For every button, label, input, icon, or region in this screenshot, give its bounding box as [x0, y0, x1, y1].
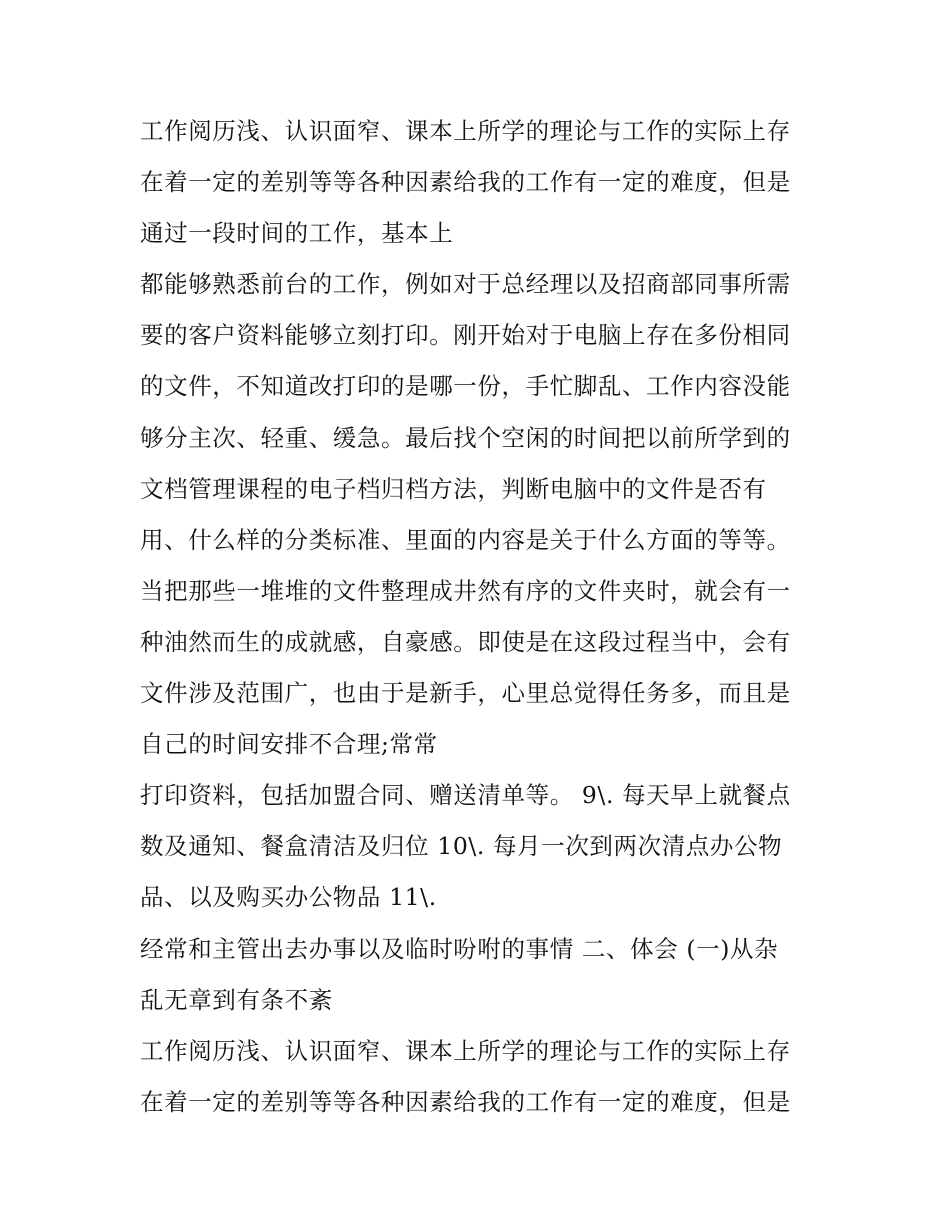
text-line: 自己的时间安排不合理;常常 [140, 730, 438, 759]
text-line: 当把那些一堆堆的文件整理成井然有序的文件夹时，就会有一 [140, 576, 791, 605]
text-line: 乱无章到有条不紊 [140, 985, 333, 1014]
text-line: 打印资料，包括加盟合同、赠送清单等。 9\. 每天早上就餐点 [140, 781, 791, 810]
text-line: 工作阅历浅、认识面窄、课本上所学的理论与工作的实际上存 [140, 1036, 791, 1065]
text-line: 的文件，不知道改打印的是哪一份，手忙脚乱、工作内容没能 [140, 372, 791, 401]
text-line: 在着一定的差别等等各种因素给我的工作有一定的难度，但是 [140, 1087, 791, 1116]
text-line: 品、以及购买办公物品 11\. [140, 883, 437, 912]
text-line: 在着一定的差别等等各种因素给我的工作有一定的难度，但是 [140, 168, 791, 197]
text-line: 经常和主管出去办事以及临时吩咐的事情 二、体会 (一)从杂 [140, 934, 779, 963]
text-line: 够分主次、轻重、缓急。最后找个空闲的时间把以前所学到的 [140, 423, 791, 452]
text-line: 通过一段时间的工作，基本上 [140, 219, 454, 248]
text-line: 用、什么样的分类标准、里面的内容是关于什么方面的等等。 [140, 525, 791, 554]
text-line: 种油然而生的成就感，自豪感。即使是在这段过程当中，会有 [140, 627, 791, 656]
text-line: 数及通知、餐盒清洁及归位 10\. 每月一次到两次清点办公物 [140, 832, 783, 861]
text-line: 要的客户资料能够立刻打印。刚开始对于电脑上存在多份相同 [140, 321, 791, 350]
document-body [140, 106, 830, 1128]
text-line: 工作阅历浅、认识面窄、课本上所学的理论与工作的实际上存 [140, 117, 791, 145]
text-line: 文件涉及范围广，也由于是新手，心里总觉得任务多，而且是 [140, 679, 791, 708]
text-line: 文档管理课程的电子档归档方法，判断电脑中的文件是否有 [140, 474, 767, 503]
text-line: 都能够熟悉前台的工作，例如对于总经理以及招商部同事所需 [140, 270, 791, 299]
